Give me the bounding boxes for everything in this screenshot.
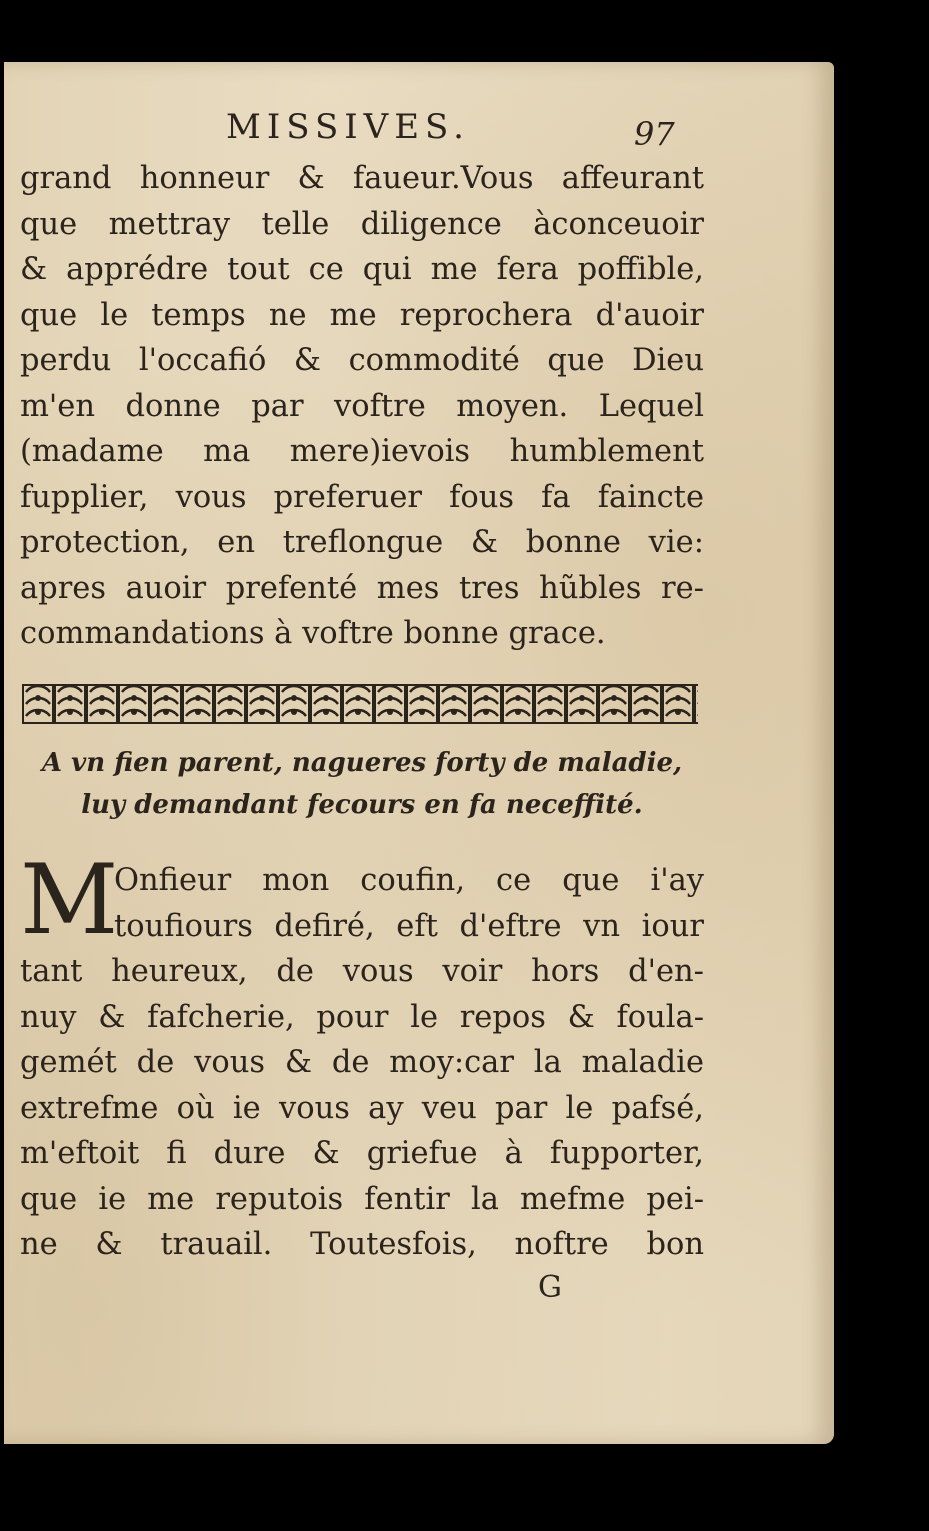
letter-ending (20, 156, 704, 657)
book-page (4, 62, 834, 1444)
text-line: m'en donne par voftre moyen. Lequel (20, 388, 704, 424)
text-line: ne & trauail. Toutesfois, noftre bon (20, 1227, 704, 1262)
text-line: Onfieur mon coufin, ce que i'ay (114, 863, 704, 898)
running-title: MISSIVES. (226, 107, 470, 147)
text-line: fupplier, vous preferuer fous fa faincte (20, 479, 704, 515)
text-line: toufiours defiré, eft d'eftre vn iour (114, 908, 704, 944)
page-number: 97 (634, 115, 675, 153)
text-line: m'eftoit fi dure & griefue à fupporter, (20, 1136, 704, 1171)
text-line: perdu l'occafió & commodité que Dieu (20, 343, 704, 378)
text-line: protection, en treflongue & bonne vie: (20, 525, 704, 560)
text-line: gemét de vous & de moy:car la maladie (20, 1045, 704, 1080)
text-line: que ie me reputois fentir la mefme pei- (20, 1181, 704, 1217)
text-line: tant heureux, de vous voir hors d'en- (20, 954, 704, 989)
text-line: extrefme où ie vous ay veu par le pafsé, (20, 1090, 704, 1126)
ornamental-divider (22, 682, 698, 726)
text-line: & apprédre tout ce qui me fera poffible, (20, 252, 704, 287)
catchword: G (538, 1270, 562, 1305)
text-line: (madame ma mere)ievois humblement (20, 434, 704, 469)
text-line: que le temps ne me reprochera d'auoir (20, 297, 704, 333)
text-line: grand honneur & faueur.Vous affeurant (20, 161, 704, 196)
heading-line: A vn fien parent, nagueres forty de maladie, (41, 748, 683, 778)
running-head (4, 107, 834, 153)
drop-capital: M (20, 844, 119, 956)
letter-start (20, 858, 704, 1268)
heading-line: luy demandant fecours en fa neceffité. (81, 790, 643, 820)
text-line: apres auoir prefenté mes tres hũbles re- (20, 570, 704, 606)
letter-heading (20, 742, 704, 826)
text-line: que mettray telle diligence àconceuoir (20, 206, 704, 242)
text-line: commandations à voftre bonne grace. (20, 616, 606, 651)
text-line: nuy & fafcherie, pour le repos & foula- (20, 999, 704, 1035)
